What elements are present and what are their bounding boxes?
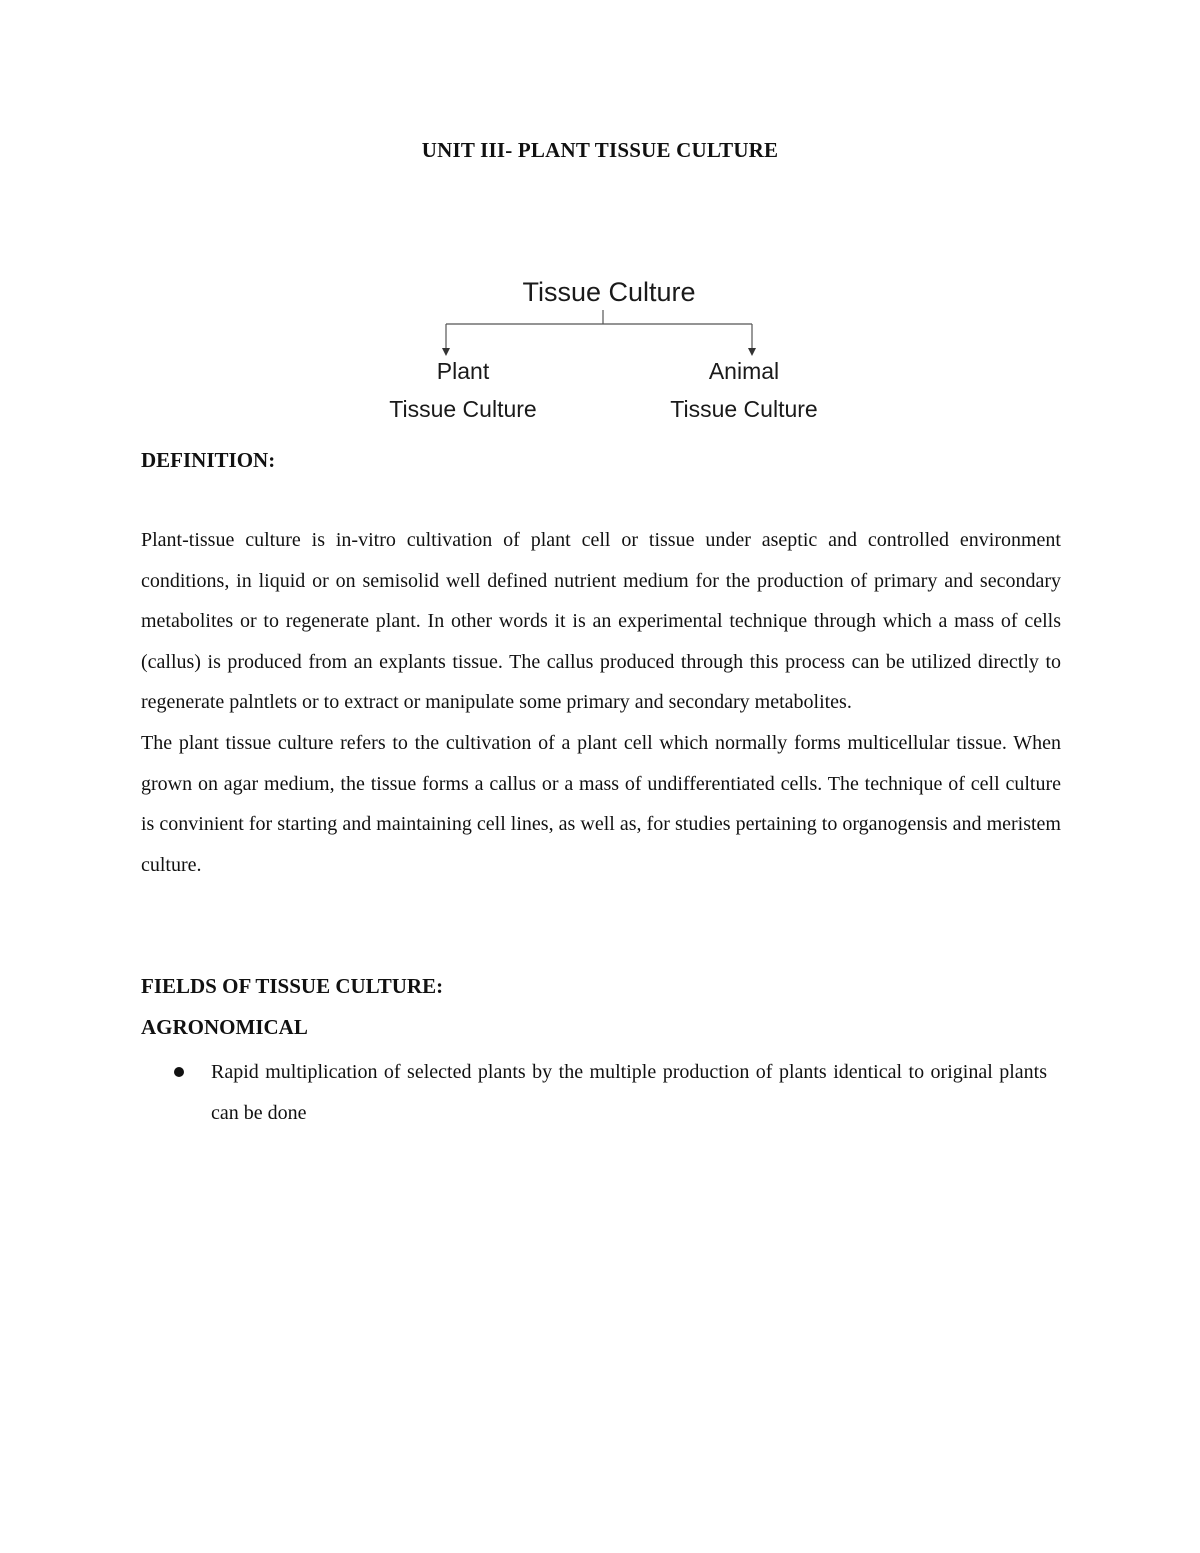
diagram-root-label: Tissue Culture (522, 277, 696, 307)
diagram-node-plant-line1: Plant (436, 358, 490, 384)
bullet-text: Rapid multiplication of selected plants by the multiple production of plants identical to original plants can be done (211, 1061, 1047, 1124)
definition-paragraph-2: The plant tissue culture refers to the cultivation of a plant cell which normally forms multicellular tissue. When grown on agar medium, the tissue forms a callus or a mass of undifferentiated cells. The technique of cell culture is convinient for starting and maintaining cell lines, as well as, for studies pertaining to organogensis and meristem culture. (141, 731, 1061, 876)
agronomical-subheading: AGRONOMICAL (141, 1015, 308, 1039)
definition-paragraph-1: Plant-tissue culture is in-vitro cultivation of plant cell or tissue under aseptic and controlled environment conditions, in liquid or on semisolid well defined nutrient medium for the production of primary and secondary metabolites or to regenerate plant. In other words it is an experimental technique through which a mass of cells (callus) is produced from an explants tissue. The callus produced through this process can be utilized directly to regenerate palntlets or to extract or manipulate some primary and secondary metabolites. (141, 529, 1061, 714)
agronomical-bullet-list (141, 1052, 1061, 1133)
page-title: UNIT III- PLANT TISSUE CULTURE (421, 138, 779, 162)
fields-heading: FIELDS OF TISSUE CULTURE: (141, 974, 444, 998)
list-item (141, 1052, 1047, 1133)
diagram-node-plant (363, 352, 563, 428)
bullet-icon (174, 1067, 184, 1077)
tissue-culture-diagram (370, 270, 850, 435)
diagram-node-animal (644, 352, 844, 428)
definition-heading: DEFINITION: (141, 448, 276, 472)
definition-body (141, 520, 1061, 885)
diagram-node-animal-line1: Animal (708, 358, 780, 384)
diagram-node-animal-line2: Tissue Culture (670, 396, 818, 422)
diagram-node-plant-line2: Tissue Culture (389, 396, 537, 422)
